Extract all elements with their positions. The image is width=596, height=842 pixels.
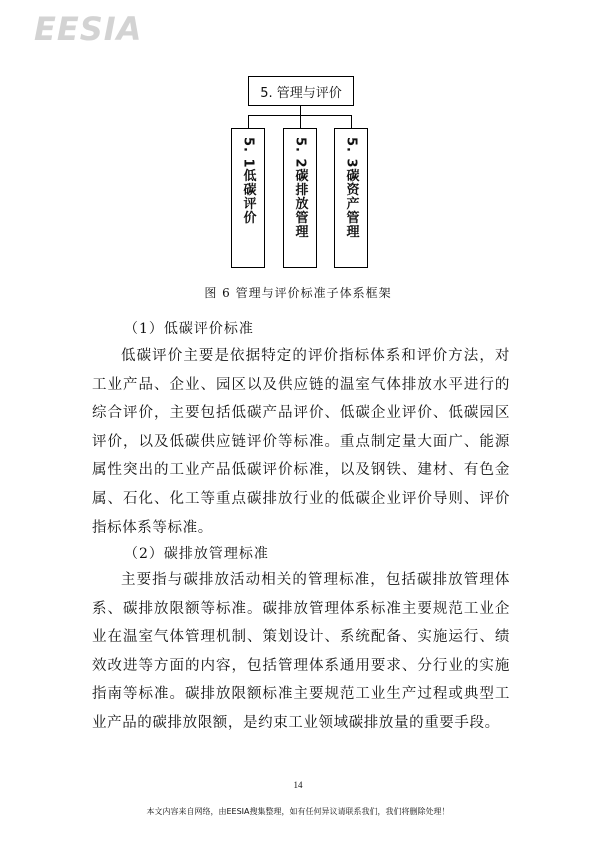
section-heading-1: （1）低碳评价标准 (124, 321, 254, 337)
section-paragraph-1: 低碳评价主要是依据特定的评价指标体系和评价方法，对工业产品、企业、园区以及供应链的温室气体排放水平进行的综合评价，主要包括低碳产品评价、低碳企业评价、低碳园区评价，以及低碳供应链评价等标准。重点制定量大面广、能源属性突出的工业产品低碳评价标准，以及钢铁、建材、有色金属、石化、化工等重点碳排放行业的低碳企业评价导则、评价指标体系等标准。 (92, 348, 510, 536)
page-number: 14 (293, 780, 303, 790)
diagram-child-box-1 (231, 128, 265, 268)
connector-middle (300, 115, 301, 128)
connector-root-down (300, 105, 301, 115)
diagram-root-box (248, 76, 354, 106)
diagram-child-label-3: 5. 3碳资产管理 (343, 137, 359, 239)
figure-caption: 图 6 管理与评价标准子体系框架 (204, 286, 392, 300)
diagram-child-label-2: 5. 2碳排放管理 (292, 137, 308, 239)
section-heading-2: （2）碳排放管理标准 (124, 546, 269, 562)
diagram-child-box-3 (334, 128, 368, 268)
section-paragraph-2: 主要指与碳排放活动相关的管理标准，包括碳排放管理体系、碳排放限额等标准。碳排放管理体系标准主要规范工业企业在温室气体管理机制、策划设计、系统配备、实施运行、绩效改进等方面的内容，包括管理体系通用要求、分行业的实施指南等标准。碳排放限额标准主要规范工业生产过程或典型工业产品的碳排放限额，是约束工业领域碳排放量的重要手段。 (92, 572, 510, 731)
connector-right (351, 115, 352, 128)
footer-note: 本文内容来自网络，由EESIA搜集整理，如有任何异议请联系我们，我们将删除处理！ (146, 807, 450, 816)
diagram-child-label-1: 5. 1低碳评价 (240, 137, 256, 225)
diagram-child-box-2 (283, 128, 317, 268)
connector-left (248, 115, 249, 128)
diagram-root-label: 5. 管理与评价 (260, 85, 342, 101)
eesia-logo: EESIA (34, 10, 143, 48)
